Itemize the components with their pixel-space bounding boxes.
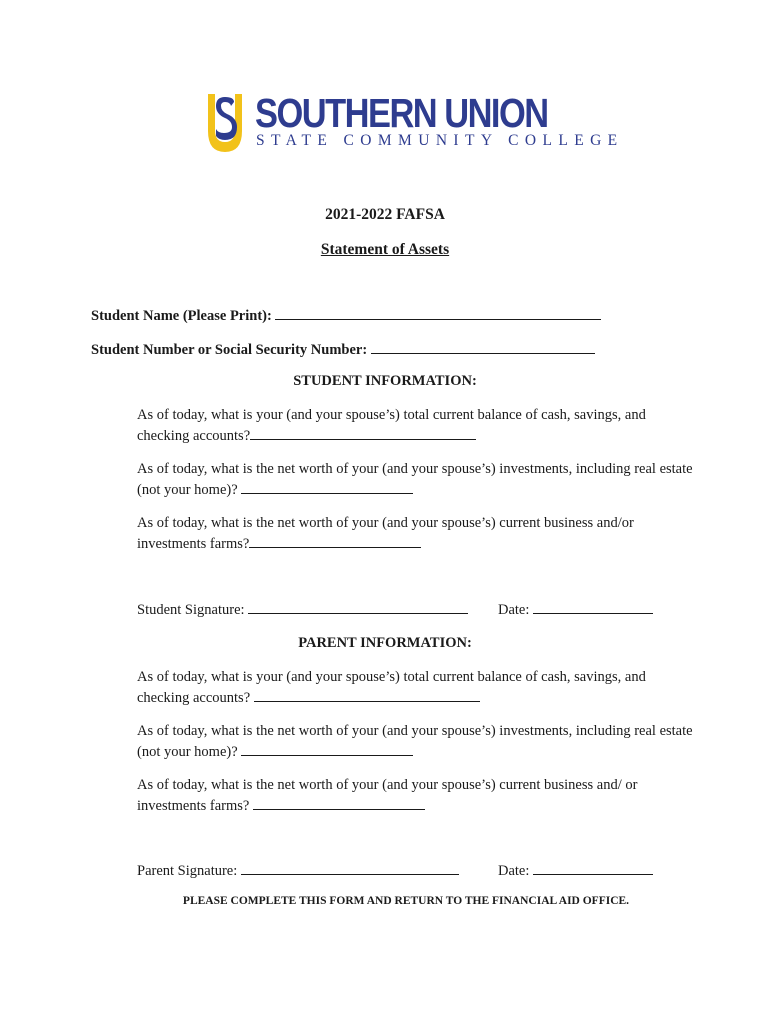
student-name-label: Student Name (Please Print): <box>91 308 272 324</box>
parent-signature-input[interactable] <box>241 862 459 875</box>
student-section-heading: STUDENT INFORMATION: <box>293 373 477 389</box>
parent-business-input[interactable] <box>253 797 425 810</box>
college-subtitle: STATE COMMUNITY COLLEGE <box>256 132 624 149</box>
student-question-investments <box>137 459 697 501</box>
student-question-business <box>137 513 697 555</box>
student-number-field <box>91 340 595 359</box>
student-question-business-text: As of today, what is the net worth of your (and your spouse’s) current business and/or investments farms? <box>137 515 634 552</box>
student-number-label: Student Number or Social Security Number: <box>91 342 368 358</box>
student-signature-field <box>137 601 468 619</box>
student-question-investments-text: As of today, what is the net worth of your (and your spouse’s) investments, including real estate (not your home)? <box>137 461 693 498</box>
parent-question-investments <box>137 721 697 763</box>
parent-date-label: Date: <box>498 863 530 879</box>
parent-investments-input[interactable] <box>241 743 413 756</box>
parent-date-input[interactable] <box>533 862 653 875</box>
parent-signature-label: Parent Signature: <box>137 863 238 879</box>
college-logo <box>207 90 624 154</box>
parent-question-cash <box>137 667 697 709</box>
student-signature-input[interactable] <box>248 601 468 614</box>
college-shield-icon <box>207 92 243 154</box>
parent-signature-field <box>137 862 459 880</box>
student-question-cash <box>137 405 697 447</box>
student-name-field <box>91 306 601 325</box>
student-date-input[interactable] <box>533 601 653 614</box>
student-date-field <box>498 601 653 619</box>
parent-date-field <box>498 862 653 880</box>
parent-cash-input[interactable] <box>254 689 480 702</box>
form-subtitle: Statement of Assets <box>320 241 450 258</box>
parent-question-business-text: As of today, what is the net worth of your (and your spouse’s) current business and/ or investments farms? <box>137 777 638 814</box>
student-number-input[interactable] <box>371 340 595 354</box>
college-name: SOUTHERN UNION <box>255 90 548 136</box>
return-instructions: PLEASE COMPLETE THIS FORM AND RETURN TO THE FINANCIAL AID OFFICE. <box>182 895 630 907</box>
parent-question-investments-text: As of today, what is the net worth of your (and your spouse’s) investments, including real estate (not your home)? <box>137 723 693 760</box>
student-signature-label: Student Signature: <box>137 602 245 618</box>
student-cash-input[interactable] <box>250 427 476 440</box>
parent-section-heading: PARENT INFORMATION: <box>298 635 472 651</box>
parent-question-cash-text: As of today, what is your (and your spouse’s) total current balance of cash, savings, and checking accounts? <box>137 669 646 706</box>
student-name-input[interactable] <box>275 306 601 320</box>
student-business-input[interactable] <box>249 535 421 548</box>
student-date-label: Date: <box>498 602 530 618</box>
form-title: 2021-2022 FAFSA <box>325 206 445 223</box>
parent-question-business <box>137 775 697 817</box>
student-investments-input[interactable] <box>241 481 413 494</box>
student-question-cash-text: As of today, what is your (and your spouse’s) total current balance of cash, savings, and checking accounts? <box>137 407 646 444</box>
